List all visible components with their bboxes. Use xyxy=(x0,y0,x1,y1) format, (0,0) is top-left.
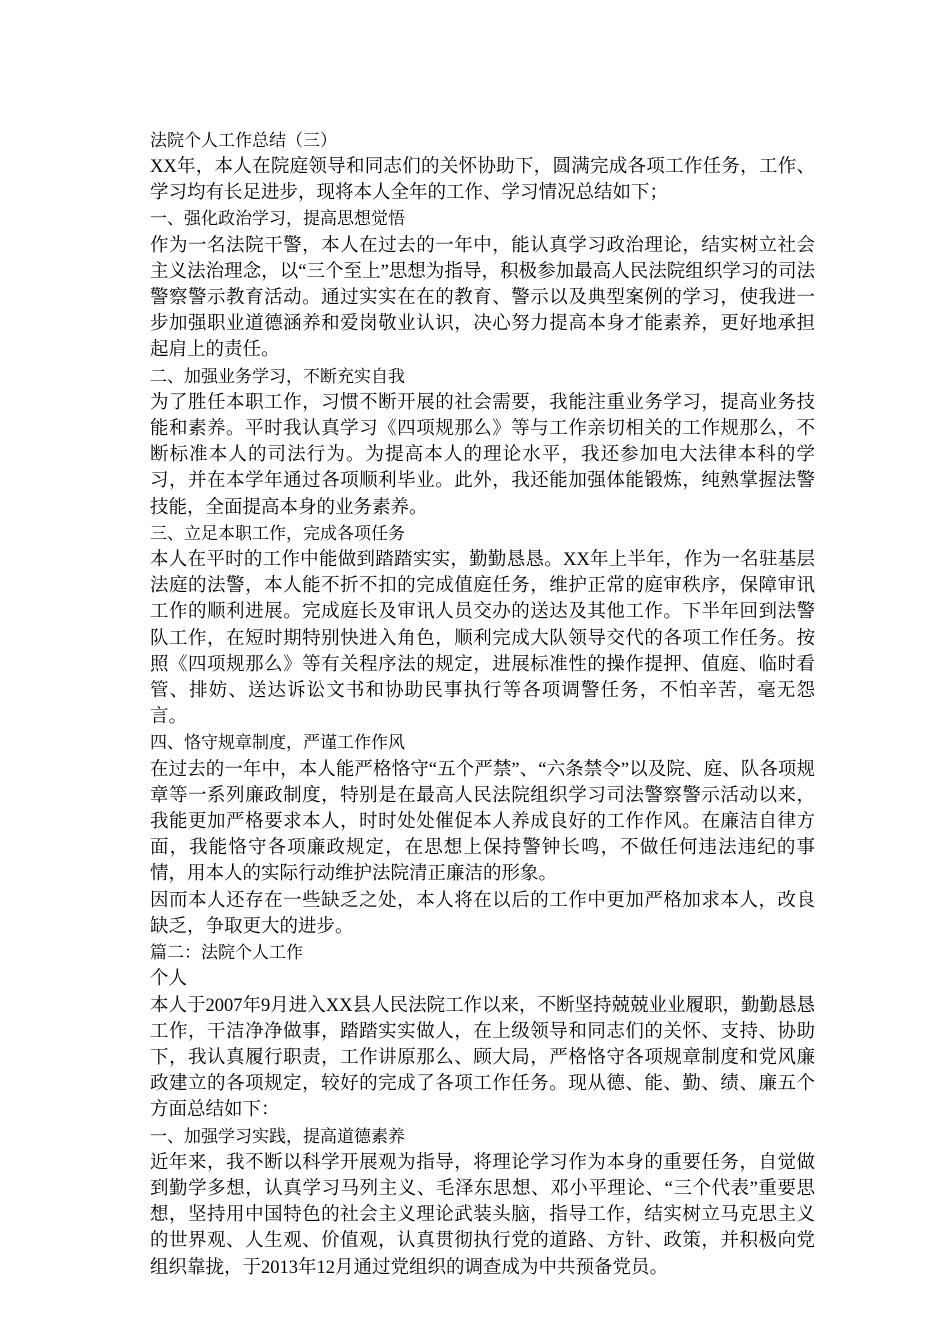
paragraph-conclusion: 因而本人还存在一些缺乏之处，本人将在以后的工作中更加严格加求本人，改良缺乏，争取更大的进步。 xyxy=(150,890,815,937)
section-heading-4: 四、恪守规章制度，严谨工作作风 xyxy=(150,733,405,753)
paragraph-rules: 在过去的一年中，本人能严格恪守“五个严禁”、“六条禁令”以及院、庭、队各项规章等一系列廉政制度，特别是在最高人民法院组织学习司法警察警示活动以来，我能更加严格要求本人，时时处处催促本人养成良好的工作作风。在廉洁自律方面，我能恪守各项廉政规定，在思想上保持警钟长鸣，不做任何违法违纪的事情，用本人的实际行动维护法院清正廉洁的形象。 xyxy=(150,759,815,885)
paragraph-moral-study: 近年来，我不断以科学开展观为指导，将理论学习作为本身的重要任务，自觉做到勤学多想，认真学习马列主义、毛泽东思想、邓小平理论、“三个代表”重要思想，坚持用中国特色的社会主义理论武装头脑，指导工作，结实树立马克思主义的世界观、人生观、价值观，认真贯彻执行党的道路、方针、政策，并积极向党组织靠拢，于2013年12月通过党组织的调查成为中共预备党员。 xyxy=(150,1152,815,1278)
paragraph-personal-label: 个人 xyxy=(150,969,188,990)
paragraph-duties: 本人在平时的工作中能做到踏踏实实，勤勤恳恳。XX年上半年，作为一名驻基层法庭的法警，本人能不折不扣的完成值庭任务，维护正常的庭审秩序，保障审讯工作的顺利进展。完成庭长及审讯人员交办的送达及其他工作。下半年回到法警队工作，在短时期特别快进入角色，顺利完成大队领导交代的各项工作任务。按照《四项规那么》等有关程序法的规定，进展标准性的操作提押、值庭、临时看管、排妨、送达诉讼文书和协助民事执行等各项调警任务，不怕辛苦，毫无怨言。 xyxy=(150,550,815,728)
part-two-section-heading-1: 一、加强学习实践，提高道德素养 xyxy=(150,1126,405,1146)
paragraph-intro: XX年，本人在院庭领导和同志们的关怀协助下，圆满完成各项工作任务，工作、学习均有长足进步，现将本人全年的工作、学习情况总结如下； xyxy=(150,157,815,204)
section-heading-3: 三、立足本职工作，完成各项任务 xyxy=(150,523,405,543)
part-two-heading: 篇二：法院个人工作 xyxy=(150,943,303,963)
paragraph-part-two-intro: 本人于2007年9月进入XX县人民法院工作以来，不断坚持兢兢业业履职，勤勤恳恳工作，干洁净净做事，踏踏实实做人，在上级领导和同志们的关怀、支持、协助下，我认真履行职责，工作讲原那么、顾大局，严格恪守各项规章制度和党风廉政建立的各项规定，较好的完成了各项工作任务。现从德、能、勤、绩、廉五个方面总结如下： xyxy=(150,995,815,1121)
document-page xyxy=(150,128,815,1281)
paragraph-business-study: 为了胜任本职工作，习惯不断开展的社会需要，我能注重业务学习，提高业务技能和素养。平时我认真学习《四项规那么》等与工作亲切相关的工作规那么，不断标准本人的司法行为。为提高本人的理论水平，我还参加电大法律本科的学习，并在本学年通过各项顺利毕业。此外，我还能加强体能锻炼，纯熟掌握法警技能，全面提高本身的业务素养。 xyxy=(150,392,815,518)
section-heading-2: 二、加强业务学习，不断充实自我 xyxy=(150,366,405,386)
paragraph-political-study: 作为一名法院干警，本人在过去的一年中，能认真学习政治理论，结实树立社会主义法治理念，以“三个至上”思想为指导，积极参加最高人民法院组织学习的司法警察警示教育活动。通过实实在在的教育、警示以及典型案例的学习，使我进一步加强职业道德涵养和爱岗敬业认识，决心努力提高本身才能素养，更好地承担起肩上的责任。 xyxy=(150,235,815,361)
section-heading-1: 一、强化政治学习，提高思想觉悟 xyxy=(150,209,405,229)
document-title: 法院个人工作总结（三） xyxy=(150,131,337,150)
document-body xyxy=(150,154,815,1281)
